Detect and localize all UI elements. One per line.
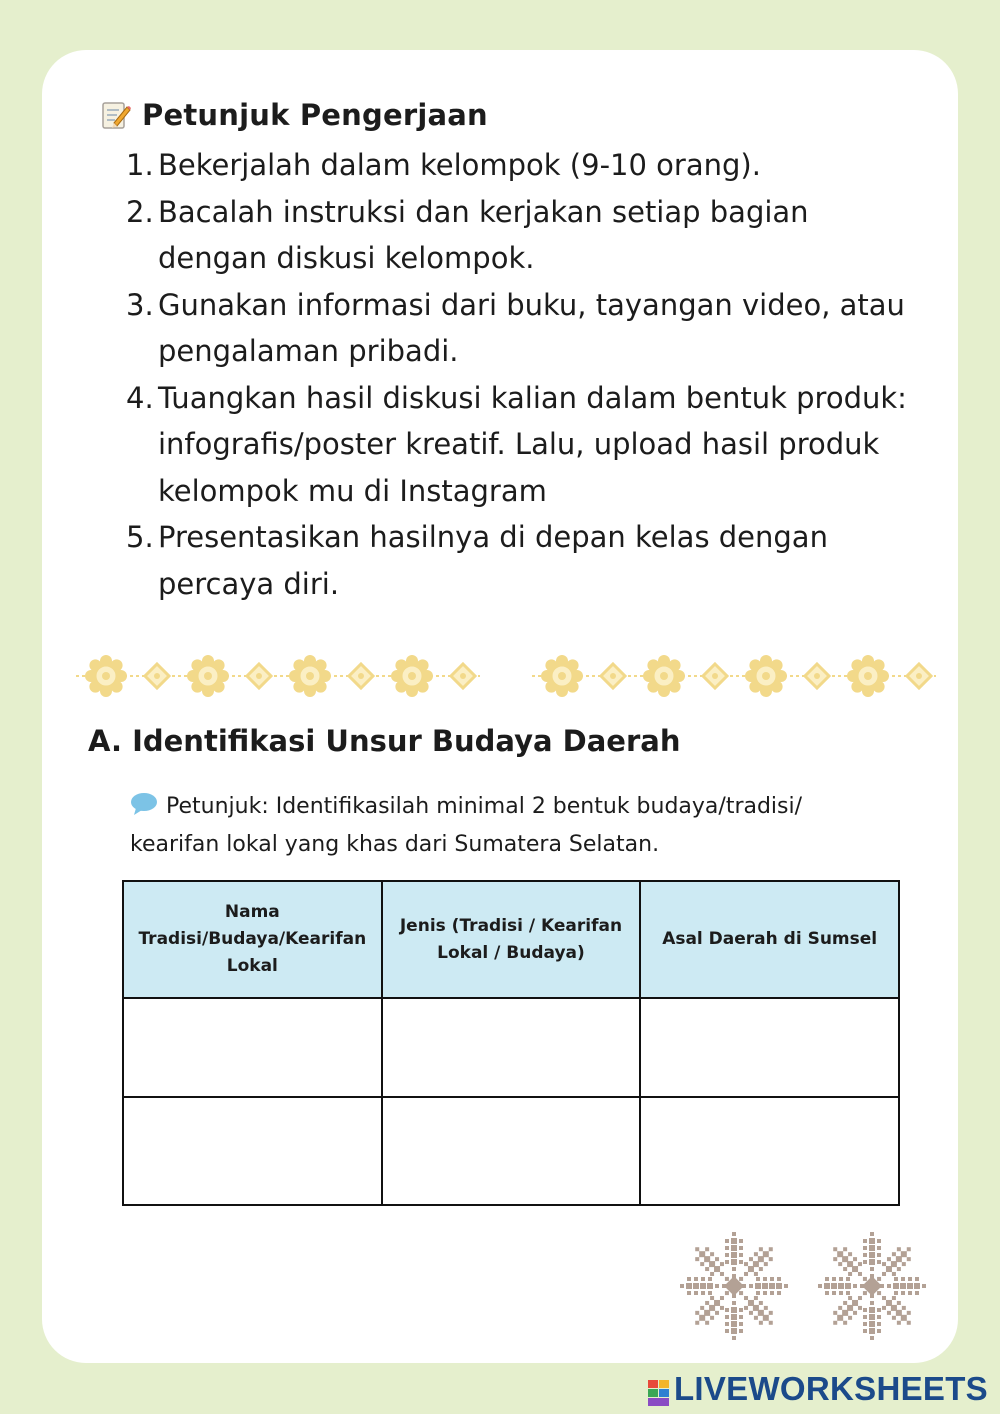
songket-motif-left: [668, 1224, 800, 1348]
instruction-text: Bekerjalah dalam kelompok (9-10 orang).: [158, 148, 761, 182]
table-row: [123, 1097, 899, 1205]
table-cell-nama[interactable]: [123, 1097, 382, 1205]
table-cell-jenis[interactable]: [382, 998, 641, 1097]
table-row: [123, 998, 899, 1097]
section-a-title: A. Identifikasi Unsur Budaya Daerah: [88, 724, 681, 758]
table-cell-jenis[interactable]: [382, 1097, 641, 1205]
memo-pencil-icon: [100, 99, 132, 131]
instruction-number: 1.: [126, 148, 154, 182]
instruction-number: 3.: [126, 287, 154, 322]
liveworksheets-brand: [648, 1370, 988, 1408]
instruction-text: Tuangkan hasil diskusi kalian dalam bentuk produk: infografis/poster kreatif. Lalu, upload hasil produk kelompok mu di Instagram: [158, 380, 907, 508]
brand-text: LIVEWORKSHEETS: [673, 1370, 988, 1407]
table-cell-asal[interactable]: [640, 1097, 899, 1205]
instruction-text: Gunakan informasi dari buku, tayangan video, atau pengalaman pribadi.: [158, 287, 905, 368]
hint-line-1: Petunjuk: Identifikasilah minimal 2 bentuk budaya/tradisi/: [166, 794, 803, 819]
instruction-number: 2.: [126, 194, 154, 229]
instruction-item: [126, 282, 946, 375]
instructions-title: [100, 98, 488, 132]
songket-motif-right: [806, 1224, 938, 1348]
liveworksheets-logo-icon: [648, 1376, 670, 1402]
instruction-item: [126, 142, 946, 189]
hint-line-2: kearifan lokal yang khas dari Sumatera Selatan.: [130, 832, 660, 857]
table-cell-asal[interactable]: [640, 998, 899, 1097]
instruction-number: 4.: [126, 380, 154, 415]
table-header-row: [123, 881, 899, 998]
songket-ornament-right: [532, 648, 936, 704]
speech-bubble-icon: [130, 791, 158, 815]
songket-ornament-left: [76, 648, 480, 704]
culture-identification-table: [122, 880, 900, 1206]
instruction-number: 5.: [126, 520, 154, 554]
instruction-item: [126, 375, 946, 515]
instructions-list: [126, 142, 946, 607]
header-jenis: Jenis (Tradisi / Kearifan Lokal / Budaya): [382, 881, 641, 998]
instructions-title-text: Petunjuk Pengerjaan: [142, 98, 488, 132]
instruction-text: Bacalah instruksi dan kerjakan setiap bagian dengan diskusi kelompok.: [158, 194, 809, 275]
instruction-text: Presentasikan hasilnya di depan kelas dengan percaya diri.: [158, 520, 828, 601]
table-cell-nama[interactable]: [123, 998, 382, 1097]
section-a-hint: [130, 788, 890, 864]
instruction-item: [126, 189, 946, 282]
header-nama-tradisi: Nama Tradisi/Budaya/Kearifan Lokal: [123, 881, 382, 998]
instruction-item: [126, 514, 946, 607]
header-asal-daerah: Asal Daerah di Sumsel: [640, 881, 899, 998]
